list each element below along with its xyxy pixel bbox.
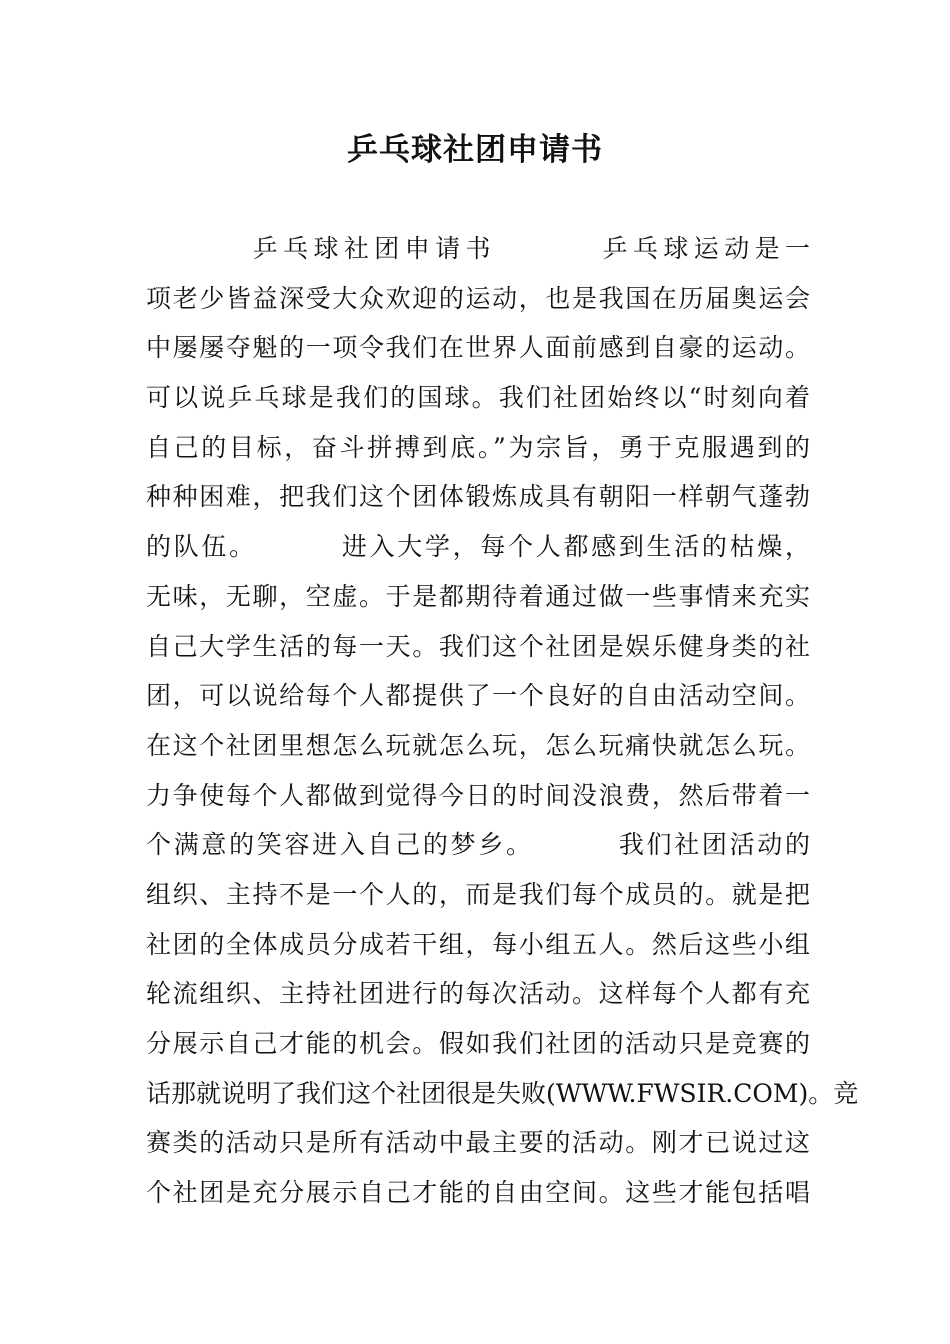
body-line: 项老少皆益深受大众欢迎的运动，也是我国在历届奥运会 xyxy=(146,283,810,313)
body-line: 自己大学生活的每一天。我们这个社团是娱乐健身类的社 xyxy=(146,631,810,661)
body-line: 话那就说明了我们这个社团很是失败(WWW.FWSIR.COM)。竞 xyxy=(146,1078,859,1108)
body-line: 乒乓球社团申请书 乒乓球运动是一 xyxy=(146,234,810,263)
body-line: 中屡屡夺魁的一项令我们在世界人面前感到自豪的运动。 xyxy=(146,333,810,363)
body-line: 个社团是充分展示自己才能的自由空间。这些才能包括唱 xyxy=(146,1178,810,1208)
document-body xyxy=(146,224,859,1218)
body-line: 可以说乒乓球是我们的国球。我们社团始终以“时刻向着 xyxy=(146,383,810,413)
document-title: 乒乓球社团申请书 xyxy=(347,132,603,168)
body-line: 自己的目标，奋斗拼搏到底。”为宗旨，勇于克服遇到的 xyxy=(146,432,810,462)
body-line: 轮流组织、主持社团进行的每次活动。这样每个人都有充 xyxy=(146,979,810,1009)
body-line: 分展示自己才能的机会。假如我们社团的活动只是竞赛的 xyxy=(146,1029,810,1058)
body-line: 种种困难，把我们这个团体锻炼成具有朝阳一样朝气蓬勃 xyxy=(146,482,810,512)
body-line: 在这个社团里想怎么玩就怎么玩，怎么玩痛快就怎么玩。 xyxy=(146,730,810,760)
body-line: 力争使每个人都做到觉得今日的时间没浪费，然后带着一 xyxy=(146,780,810,810)
body-line: 组织、主持不是一个人的，而是我们每个成员的。就是把 xyxy=(146,879,810,909)
body-line: 赛类的活动只是所有活动中最主要的活动。刚才已说过这 xyxy=(146,1128,810,1158)
body-line: 团，可以说给每个人都提供了一个良好的自由活动空间。 xyxy=(146,681,810,711)
body-line: 无味，无聊，空虚。于是都期待着通过做一些事情来充实 xyxy=(146,581,810,611)
body-line: 的队伍。 进入大学，每个人都感到生活的枯燥， xyxy=(146,532,810,562)
body-line: 个满意的笑容进入自己的梦乡。 我们社团活动的 xyxy=(146,830,810,860)
body-line: 社团的全体成员分成若干组，每小组五人。然后这些小组 xyxy=(146,929,810,959)
